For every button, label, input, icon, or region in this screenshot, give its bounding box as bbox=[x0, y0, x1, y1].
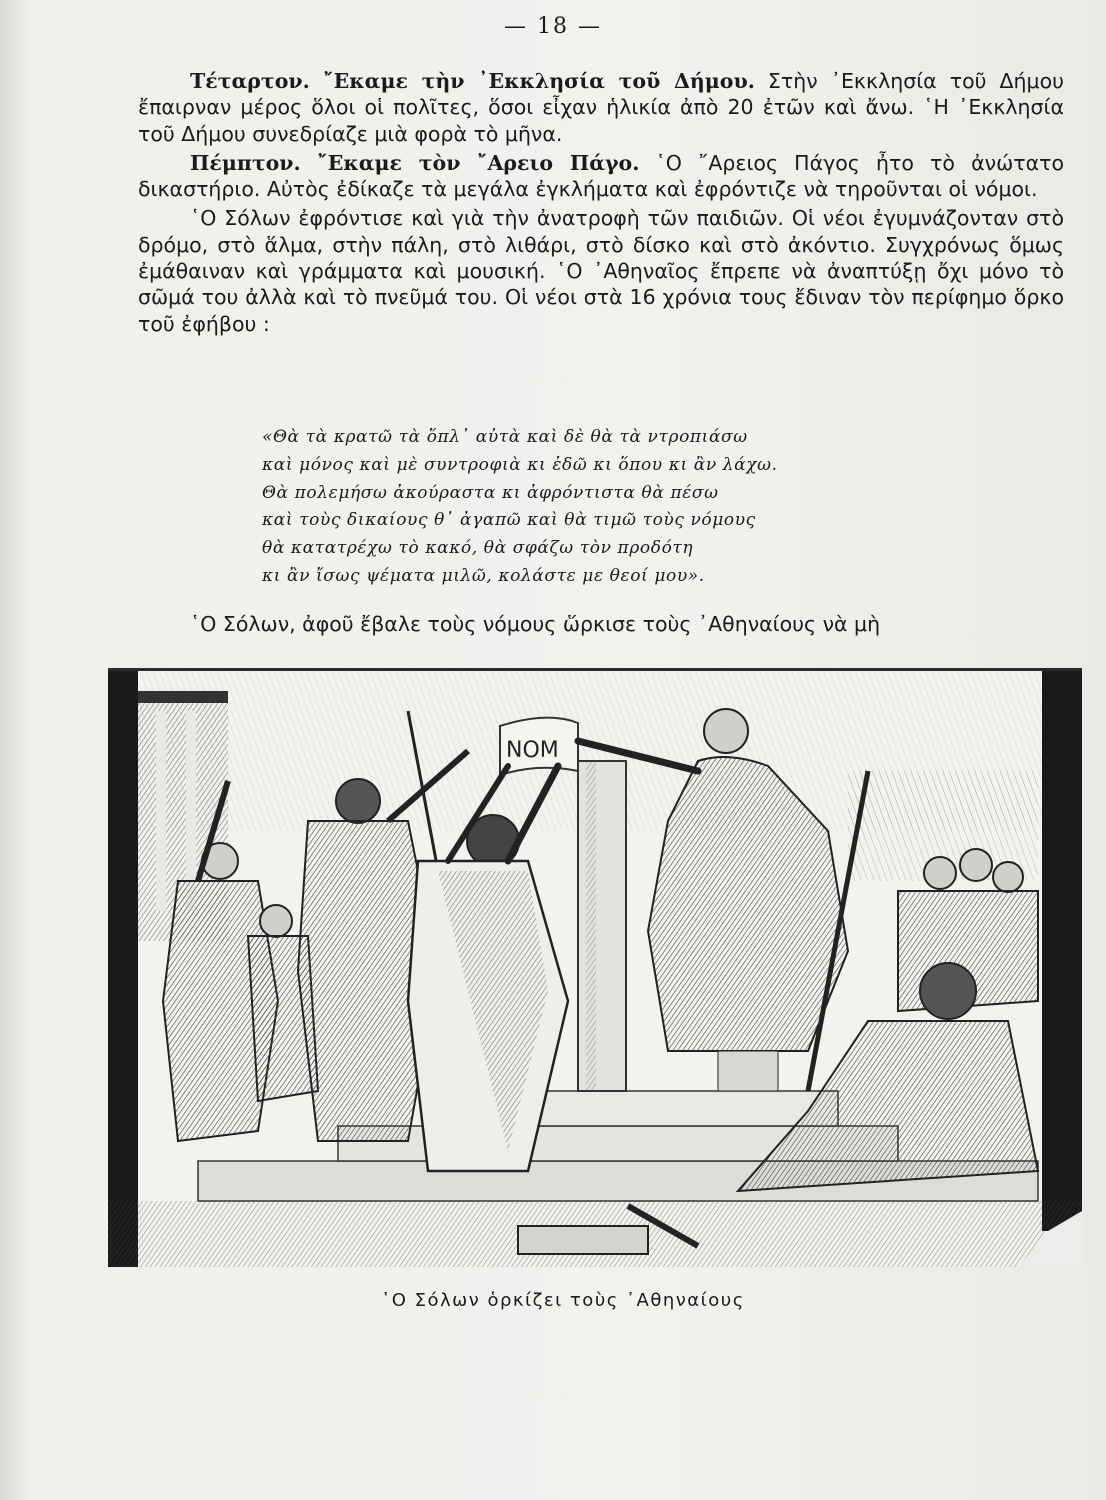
engraving-scene bbox=[108, 671, 1082, 1267]
paragraph-body: ῾Ο Σόλων ἐφρόντισε καὶ γιὰ τὴν ἀνατροφὴ τῶν παιδιῶν. Οἱ νέοι ἐγυμνάζονταν στὸ δρόμο, στὸ ἅλμα, στὴν πάλη, στὸ λιθάρι, στὸ δίσκο καὶ στὸ ἀκόντιο. Συγχρόνως ὅμως ἐμάθαιναν καὶ γράμματα καὶ μουσική. ῾Ο ᾿Αθηναῖος ἔπρεπε νὰ ἀναπτύξῃ ὄχι μόνο τὸ σῶμά του ἀλλὰ καὶ τὸ πνεῦμά του. Οἱ νέοι στὰ 16 χρόνια τους ἔδιναν τὸν περίφημο ὅρκο τοῦ ἐφήβου : bbox=[138, 206, 1064, 336]
stone-block bbox=[518, 1226, 648, 1254]
paragraph-lead: Πέμπτον. ῎Εκαμε τὸν ῎Αρειο Πάγο. bbox=[190, 150, 640, 175]
poem-line: κι ἂν ἴσως ψέματα μιλῶ, κολάστε με θεοί μου». bbox=[262, 565, 705, 586]
paragraph-lead: Τέταρτον. ῎Εκαμε τὴν ᾿Εκκλησία τοῦ Δήμου. bbox=[190, 69, 755, 93]
poem-line: καὶ μόνος καὶ μὲ συντροφιὰ κι ἐδῶ κι ὅπου κι ἂν λάχω. bbox=[262, 454, 778, 475]
ephebic-oath-poem bbox=[262, 424, 962, 591]
body-text bbox=[138, 68, 1064, 340]
poem-line: καὶ τοὺς δικαίους θ᾿ ἀγαπῶ καὶ θὰ τιμῶ τοὺς νόμους bbox=[262, 510, 756, 531]
paragraph-ekklesia bbox=[138, 68, 1064, 147]
closing-line: ῾Ο Σόλων, ἀφοῦ ἔβαλε τοὺς νόμους ὥρκισε τοὺς ᾿Αθηναίους νὰ μὴ bbox=[190, 612, 881, 636]
paragraph-body: ῾Ο ῎Αρειος Πάγος ἦτο τὸ ἀνώτατο δικαστήριο. Αὐτὸς ἐδίκαζε τὰ μεγάλα ἐγκλήματα καὶ ἐφρόντιζε νὰ τηροῦνται οἱ νόμοι. bbox=[138, 150, 1064, 202]
paragraph-education bbox=[138, 205, 1064, 336]
left-border bbox=[108, 671, 138, 1267]
poem-line: Θὰ πολεμήσω ἀκούραστα κι ἀφρόντιστα θὰ πέσω bbox=[262, 482, 719, 503]
poem-line: θὰ κατατρέχω τὸ κακό, θὰ σφάζω τὸν προδότη bbox=[262, 538, 694, 559]
poem-line: «Θὰ τὰ κρατῶ τὰ ὅπλ᾿ αὐτὰ καὶ δὲ θὰ τὰ ντροπιάσω bbox=[262, 427, 748, 447]
paragraph-body: Στὴν ᾿Εκκλησία τοῦ Δήμου ἔπαιρναν μέρος ὅλοι οἱ πολῖτες, ὅσοι εἶχαν ἡλικία ἀπὸ 20 ἐτῶν καὶ ἄνω. ῾Η ᾿Εκκλησία τοῦ Δήμου συνεδρίαζε μιὰ φορὰ τὸ μῆνα. bbox=[138, 69, 1064, 146]
page-number: — 18 — bbox=[504, 14, 602, 39]
law-tablet-sign: ΝΟΜ bbox=[506, 738, 559, 763]
paragraph-areios-pagos bbox=[138, 150, 1064, 203]
illustration-caption: ῾Ο Σόλων ὁρκίζει τοὺς ᾿Αθηναίους bbox=[381, 1290, 745, 1311]
column bbox=[578, 761, 626, 1091]
right-border bbox=[1042, 671, 1082, 1231]
engraving-illustration bbox=[108, 668, 1082, 1267]
